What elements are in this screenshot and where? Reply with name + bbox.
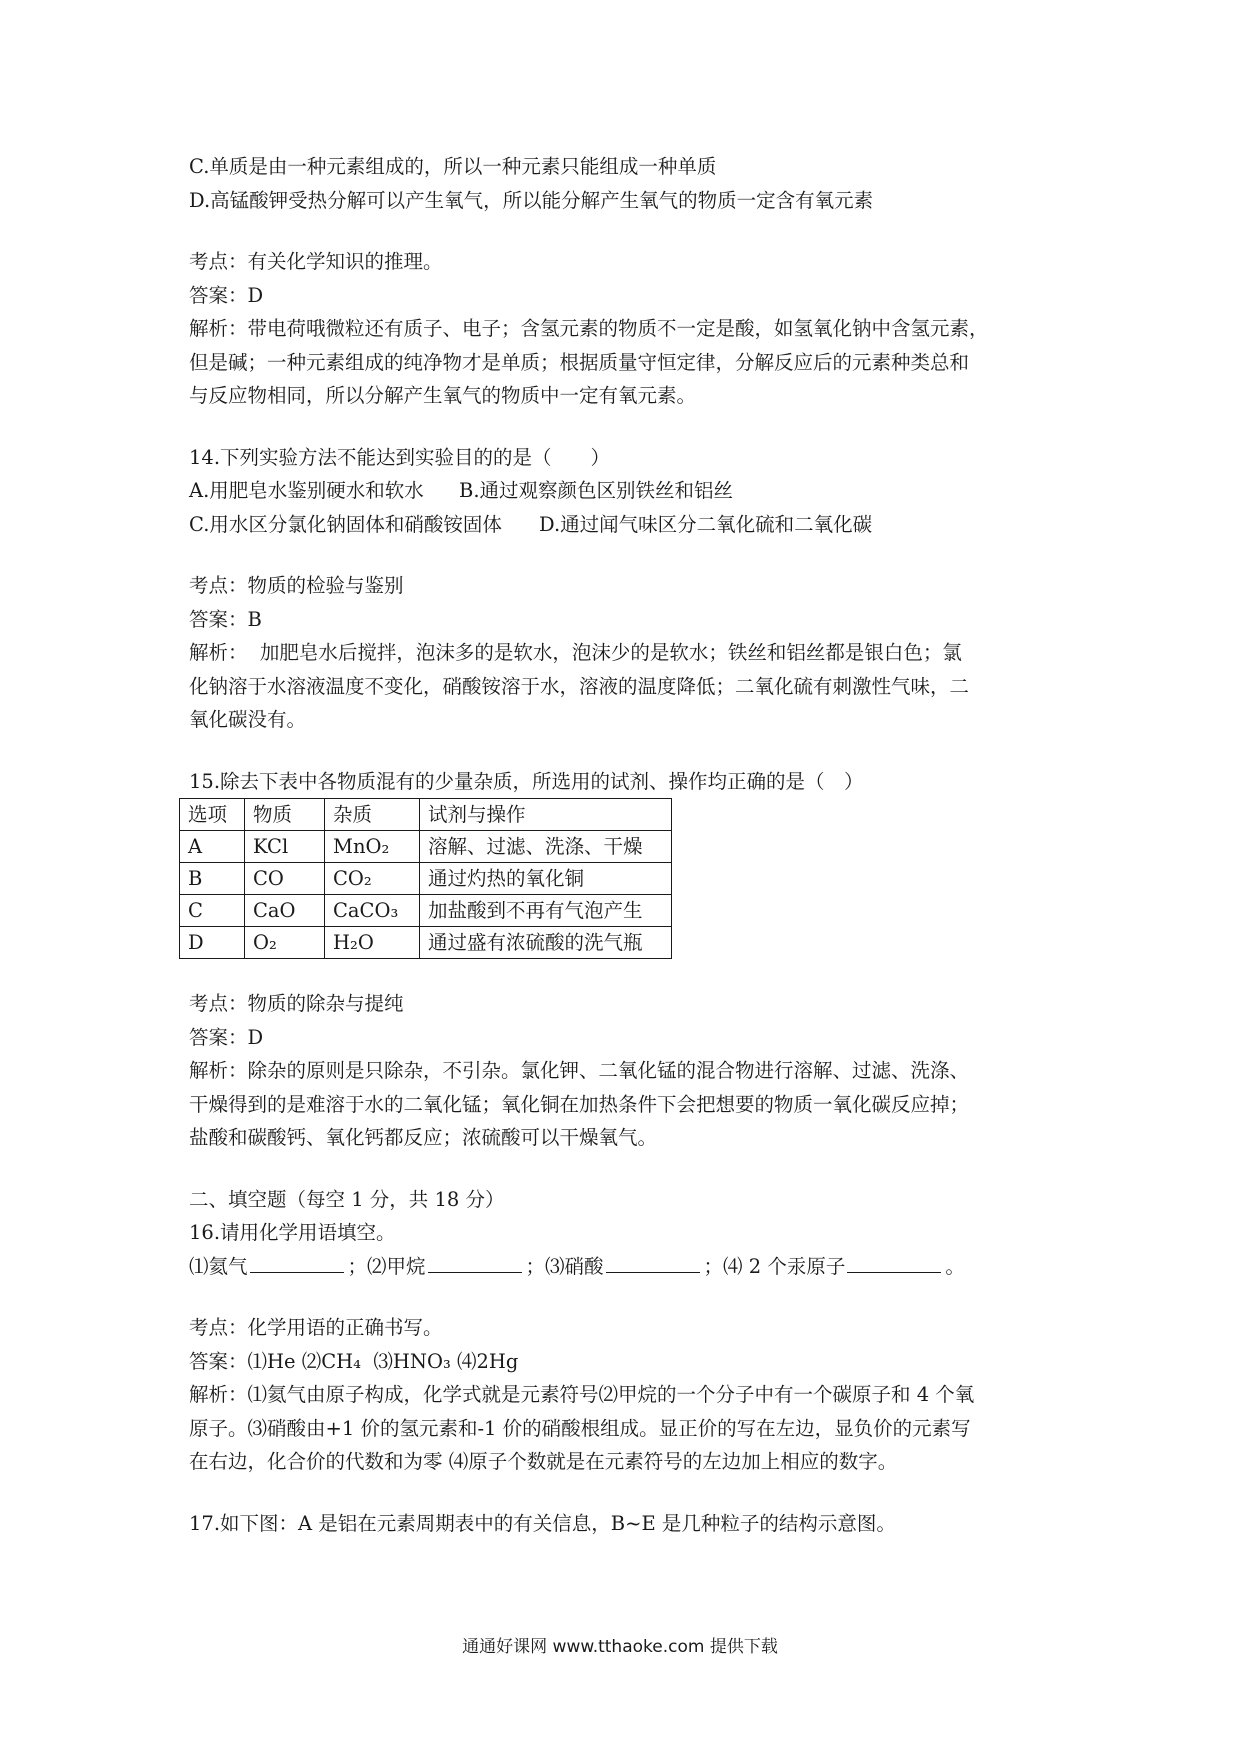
q16-kaodian: 考点：化学用语的正确书写。 <box>189 1316 443 1339</box>
table-cell: B <box>180 863 245 895</box>
table-header-cell: 试剂与操作 <box>420 799 672 831</box>
table-cell: CO <box>245 863 325 895</box>
q16-answer: 答案：⑴He ⑵CH₄ ⑶HNO₃ ⑷2Hg <box>189 1349 519 1373</box>
table-cell: 溶解、过滤、洗涤、干燥 <box>420 831 672 863</box>
table-row <box>180 895 672 927</box>
q16-fill-part: 。 <box>945 1254 965 1278</box>
q16-fill-part: ⑴氦气 <box>189 1254 248 1278</box>
document-body <box>189 150 1069 1540</box>
q13-kaodian: 考点：有关化学知识的推理。 <box>189 250 443 273</box>
q13-option-c: C.单质是由一种元素组成的，所以一种元素只能组成一种单质 <box>189 155 717 178</box>
q16-fill-line <box>189 1250 1069 1284</box>
answer-blank <box>428 1254 522 1273</box>
q15-analysis-line: 干燥得到的是难溶于水的二氧化锰；氧化铜在加热条件下会把想要的物质一氧化碳反应掉； <box>189 1092 970 1116</box>
table-cell: 通过盛有浓硫酸的洗气瓶 <box>420 927 672 959</box>
table-cell: C <box>180 895 245 927</box>
q13-answer: 答案：D <box>189 283 264 307</box>
q16-analysis-line: 原子。⑶硝酸由+1 价的氢元素和-1 价的硝酸根组成。显正价的写在左边，显负价的元素写 <box>189 1416 971 1440</box>
table-cell: H₂O <box>325 927 420 959</box>
page-footer: 通通好课网 www.tthaoke.com 提供下载 <box>462 1637 778 1657</box>
table-header-cell: 物质 <box>245 799 325 831</box>
section-heading: 二、填空题（每空 1 分，共 18 分） <box>189 1187 505 1211</box>
q16-fill-part: ；⑷ 2 个汞原子 <box>703 1254 846 1278</box>
q16-fill-part: ；⑵甲烷 <box>347 1254 426 1278</box>
table-cell: MnO₂ <box>325 831 420 863</box>
q17-stem: 17.如下图：A 是铝在元素周期表中的有关信息，B~E 是几种粒子的结构示意图。 <box>189 1511 896 1535</box>
q14-kaodian: 考点：物质的检验与鉴别 <box>189 574 404 597</box>
q14-stem: 14.下列实验方法不能达到实验目的的是（ ） <box>189 445 611 469</box>
q15-kaodian: 考点：物质的除杂与提纯 <box>189 992 404 1015</box>
q14-option-c: C.用水区分氯化钠固体和硝酸铵固体 <box>189 512 502 536</box>
table-row <box>180 927 672 959</box>
q14-option-b: B.通过观察颜色区别铁丝和铝丝 <box>459 479 734 502</box>
table-cell: A <box>180 831 245 863</box>
table-cell: D <box>180 927 245 959</box>
table-cell: CaO <box>245 895 325 927</box>
q15-stem: 15.除去下表中各物质混有的少量杂质，所选用的试剂、操作均正确的是（ ） <box>189 769 864 793</box>
q14-analysis-line: 氧化碳没有。 <box>189 708 307 731</box>
q13-analysis-line: 但是碱；一种元素组成的纯净物才是单质；根据质量守恒定律，分解反应后的元素种类总和 <box>189 350 970 374</box>
answer-blank <box>250 1254 344 1273</box>
table-header-row <box>180 799 672 831</box>
table-cell: CaCO₃ <box>325 895 420 927</box>
q14-analysis-line: 化钠溶于水溶液温度不变化，硝酸铵溶于水，溶液的温度降低；二氧化硫有刺激性气味，二 <box>189 674 970 698</box>
answer-blank <box>606 1254 700 1273</box>
table-cell: CO₂ <box>325 863 420 895</box>
q16-analysis-line: 解析：⑴氦气由原子构成，化学式就是元素符号⑵甲烷的一个分子中有一个碳原子和 4 个氧 <box>189 1383 975 1406</box>
q14-analysis-line: 解析： 加肥皂水后搅拌，泡沫多的是软水，泡沫少的是软水；铁丝和铝丝都是银白色；氯 <box>189 641 962 664</box>
q13-analysis-line: 与反应物相同，所以分解产生氧气的物质中一定有氧元素。 <box>189 384 697 407</box>
q15-analysis-line: 解析：除杂的原则是只除杂，不引杂。氯化钾、二氧化锰的混合物进行溶解、过滤、洗涤、 <box>189 1059 970 1082</box>
table-cell: KCl <box>245 831 325 863</box>
q15-analysis-line: 盐酸和碳酸钙、氧化钙都反应；浓硫酸可以干燥氧气。 <box>189 1126 658 1149</box>
answer-blank <box>847 1254 941 1273</box>
q14-option-a: A.用肥皂水鉴别硬水和软水 <box>189 479 424 502</box>
table-cell: 加盐酸到不再有气泡产生 <box>420 895 672 927</box>
q13-analysis-line: 解析：带电荷哦微粒还有质子、电子；含氢元素的物质不一定是酸，如氢氧化钠中含氢元素， <box>189 317 989 340</box>
q14-answer: 答案：B <box>189 607 262 631</box>
q15-answer: 答案：D <box>189 1025 264 1049</box>
q16-fill-part: ；⑶硝酸 <box>525 1254 604 1278</box>
q14-option-d: D.通过闻气味区分二氧化硫和二氧化碳 <box>539 512 873 536</box>
table-row <box>180 831 672 863</box>
q14-options-row-1 <box>189 474 1069 508</box>
table-header-cell: 杂质 <box>325 799 420 831</box>
table-cell: O₂ <box>245 927 325 959</box>
table-row <box>180 863 672 895</box>
table-header-cell: 选项 <box>180 799 245 831</box>
q16-analysis-line: 在右边，化合价的代数和为零 ⑷原子个数就是在元素符号的左边加上相应的数字。 <box>189 1450 898 1473</box>
q15-table <box>179 798 672 959</box>
q14-options-row-2 <box>189 508 1069 542</box>
q13-option-d: D.高锰酸钾受热分解可以产生氧气，所以能分解产生氧气的物质一定含有氧元素 <box>189 188 874 212</box>
table-cell: 通过灼热的氧化铜 <box>420 863 672 895</box>
q16-stem: 16.请用化学用语填空。 <box>189 1221 396 1244</box>
